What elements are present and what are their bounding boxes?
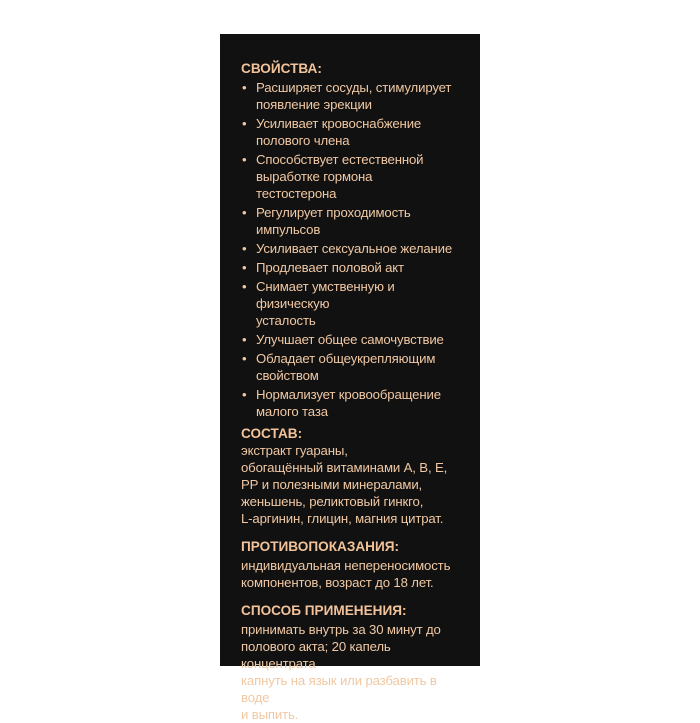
list-item-text: выработке гормона тестостерона xyxy=(256,169,373,201)
bullet-icon: • xyxy=(242,351,247,366)
bullet-icon: • xyxy=(242,116,247,131)
composition-text xyxy=(241,442,466,527)
composition-line: РР и полезными минералами, xyxy=(241,477,423,492)
properties-list xyxy=(241,79,480,420)
list-item-text: Усиливает кровоснабжение xyxy=(256,116,422,131)
list-item xyxy=(241,350,456,384)
list-item xyxy=(241,331,456,348)
usage-text xyxy=(241,621,466,723)
list-item-text: Обладает общеукрепляющим xyxy=(256,351,436,366)
bullet-icon: • xyxy=(242,260,247,275)
list-item xyxy=(241,151,456,202)
list-item xyxy=(241,278,456,329)
list-item-text: Способствует естественной xyxy=(256,152,424,167)
list-item-text: появление эрекции xyxy=(256,97,372,112)
list-item-text: Продлевает половой акт xyxy=(256,260,404,275)
list-item-text: малого таза xyxy=(256,404,328,419)
bullet-icon: • xyxy=(242,205,247,220)
list-item xyxy=(241,240,456,257)
list-item-text: Усиливает сексуальное желание xyxy=(256,241,453,256)
list-item xyxy=(241,386,456,420)
list-item-text: импульсов xyxy=(256,222,321,237)
list-item-text: Снимает умственную и физическую xyxy=(256,279,395,311)
product-label-panel xyxy=(220,34,480,722)
usage-line: полового акта; 20 капель концентрата xyxy=(241,639,391,671)
usage-heading: СПОСОБ ПРИМЕНЕНИЯ: xyxy=(241,603,407,618)
composition-heading: СОСТАВ: xyxy=(241,426,303,441)
bullet-icon: • xyxy=(242,279,247,294)
contraindications-text xyxy=(241,557,466,591)
composition-line: женьшень, реликтовый гинкго, xyxy=(241,494,424,509)
usage-line: капнуть на язык или разбавить в воде xyxy=(241,673,437,705)
list-item-text: усталость xyxy=(256,313,316,328)
list-item-text: Расширяет сосуды, стимулирует xyxy=(256,80,452,95)
bullet-icon: • xyxy=(242,152,247,167)
properties-heading: СВОЙСТВА: xyxy=(241,61,322,76)
list-item-text: полового члена xyxy=(256,133,350,148)
list-item xyxy=(241,79,456,113)
composition-line: экстракт гуараны, xyxy=(241,443,348,458)
list-item xyxy=(241,115,456,149)
list-item xyxy=(241,204,456,238)
list-item-text: Улучшает общее самочувствие xyxy=(256,332,444,347)
list-item-text: Регулирует проходимость xyxy=(256,205,411,220)
list-item-text: свойством xyxy=(256,368,319,383)
contraindications-heading: ПРОТИВОПОКАЗАНИЯ: xyxy=(241,539,400,554)
bullet-icon: • xyxy=(242,387,247,402)
usage-line: и выпить. xyxy=(241,707,299,722)
usage-line: принимать внутрь за 30 минут до xyxy=(241,622,441,637)
composition-line: обогащённый витаминами А, В, Е, xyxy=(241,460,448,475)
contraindications-line: индивидуальная непереносимость xyxy=(241,558,451,573)
composition-line: L-аргинин, глицин, магния цитрат. xyxy=(241,511,444,526)
list-item xyxy=(241,259,456,276)
bullet-icon: • xyxy=(242,332,247,347)
bullet-icon: • xyxy=(242,80,247,95)
contraindications-line: компонентов, возраст до 18 лет. xyxy=(241,575,434,590)
list-item-text: Нормализует кровообращение xyxy=(256,387,441,402)
bullet-icon: • xyxy=(242,241,247,256)
